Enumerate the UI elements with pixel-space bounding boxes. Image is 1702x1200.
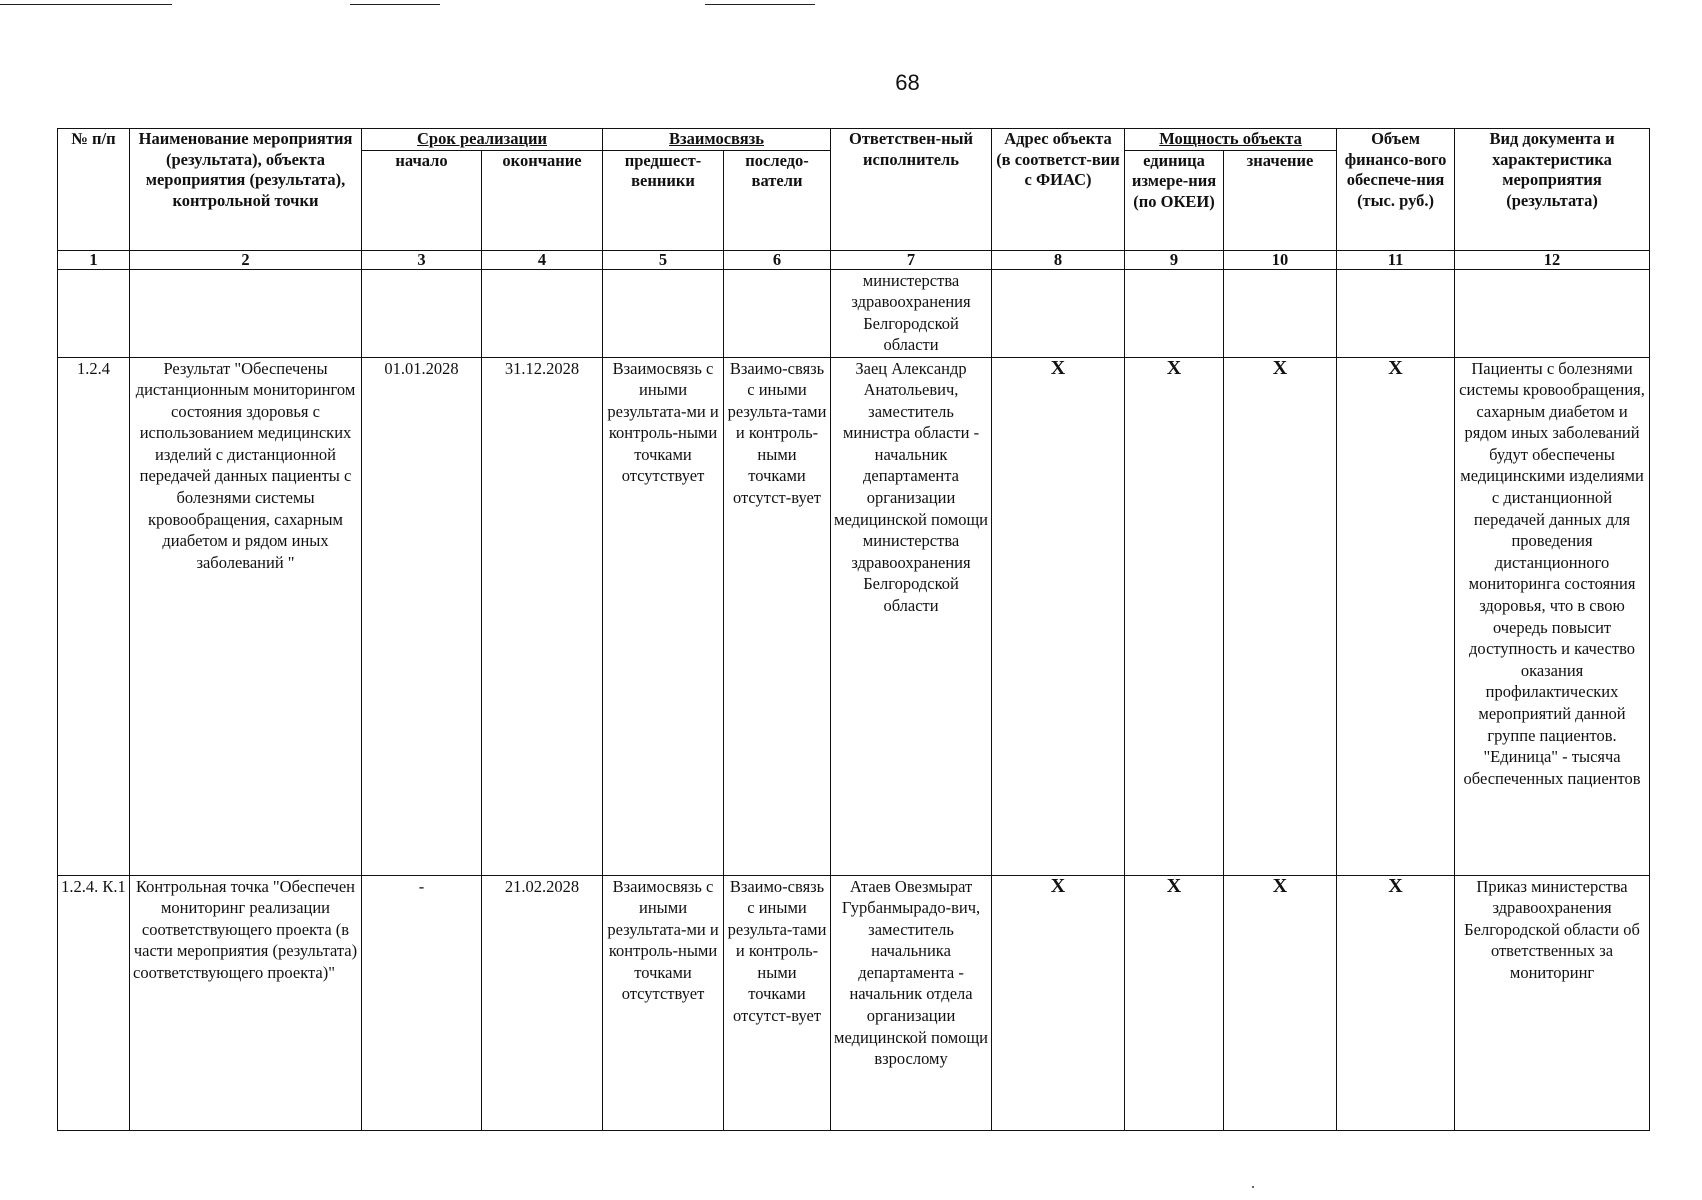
row-responsible: Заец Александр Анатольевич, заместитель министра области - начальник департамента организации медицинской помощи министерства здравоохранения Белгородской области <box>831 357 992 875</box>
column-number: 6 <box>724 250 831 269</box>
row-doc <box>1455 269 1650 357</box>
header-capacity-value: значение <box>1224 150 1337 250</box>
column-number: 3 <box>362 250 482 269</box>
row-unit: X <box>1125 357 1224 875</box>
column-number: 5 <box>603 250 724 269</box>
top-rule-left <box>0 4 172 5</box>
page-number: 68 <box>895 70 920 95</box>
row-address: X <box>992 357 1125 875</box>
column-number: 10 <box>1224 250 1337 269</box>
header-doc: Вид документа и характеристика мероприятия (результата) <box>1455 129 1650 251</box>
scan-speck <box>1252 1186 1254 1188</box>
row-responsible: Атаев Овезмырат Гурбанмырадо-вич, заместитель начальника департамента - начальник отдела организации медицинской помощи взрослому <box>831 875 992 1130</box>
row-pred: Взаимосвязь с иными результата-ми и контроль-ными точками отсутствует <box>603 357 724 875</box>
header-responsible: Ответствен-ный исполнитель <box>831 129 992 251</box>
column-number: 12 <box>1455 250 1650 269</box>
row-end <box>482 269 603 357</box>
table-row <box>58 875 1650 1130</box>
header-capacity-unit: единица измере-ния (по ОКЕИ) <box>1125 150 1224 250</box>
row-value: X <box>1224 875 1337 1130</box>
column-number: 11 <box>1337 250 1455 269</box>
header-no: № п/п <box>58 129 130 251</box>
row-start <box>362 269 482 357</box>
plan-table <box>57 128 1650 1131</box>
table-row <box>58 357 1650 875</box>
row-unit <box>1125 269 1224 357</box>
row-responsible: министерства здравоохранения Белгородской области <box>831 269 992 357</box>
header-row-1 <box>58 129 1650 151</box>
row-no: 1.2.4 <box>58 357 130 875</box>
header-finance: Объем финансо-вого обеспече-ния (тыс. руб.) <box>1337 129 1455 251</box>
row-unit: X <box>1125 875 1224 1130</box>
column-number: 9 <box>1125 250 1224 269</box>
row-name: Результат "Обеспечены дистанционным мониторингом состояния здоровья с использованием медицинских изделий с дистанционной передачей данных пациенты с болезнями системы кровообращения, сахарным диабетом и рядом иных заболеваний " <box>130 357 362 875</box>
row-value <box>1224 269 1337 357</box>
header-period: Срок реализации <box>362 129 603 151</box>
column-number: 7 <box>831 250 992 269</box>
header-capacity: Мощность объекта <box>1125 129 1337 151</box>
row-name <box>130 269 362 357</box>
column-number: 4 <box>482 250 603 269</box>
table-row <box>58 269 1650 357</box>
row-succ <box>724 269 831 357</box>
row-end: 21.02.2028 <box>482 875 603 1130</box>
row-end: 31.12.2028 <box>482 357 603 875</box>
top-rule-right <box>705 4 815 5</box>
header-period-start: начало <box>362 150 482 250</box>
row-pred <box>603 269 724 357</box>
row-address <box>992 269 1125 357</box>
row-pred: Взаимосвязь с иными результата-ми и контроль-ными точками отсутствует <box>603 875 724 1130</box>
row-succ: Взаимо-связь с иными результа-тами и контроль-ными точками отсутст-вует <box>724 875 831 1130</box>
row-value: X <box>1224 357 1337 875</box>
header-relation: Взаимосвязь <box>603 129 831 151</box>
row-finance <box>1337 269 1455 357</box>
column-number: 1 <box>58 250 130 269</box>
row-finance: X <box>1337 875 1455 1130</box>
row-doc: Приказ министерства здравоохранения Белгородской области об ответственных за мониторинг <box>1455 875 1650 1130</box>
row-no <box>58 269 130 357</box>
row-no: 1.2.4. К.1 <box>58 875 130 1130</box>
row-name: Контрольная точка "Обеспечен мониторинг реализации соответствующего проекта (в части мероприятия (результата) соответствующего проекта)" <box>130 875 362 1130</box>
header-address: Адрес объекта (в соответст-вии с ФИАС) <box>992 129 1125 251</box>
header-relation-pred: предшест-венники <box>603 150 724 250</box>
header-name: Наименование мероприятия (результата), объекта мероприятия (результата), контрольной точки <box>130 129 362 251</box>
header-relation-succ: последо-ватели <box>724 150 831 250</box>
row-succ: Взаимо-связь с иными результа-тами и контроль-ными точками отсутст-вует <box>724 357 831 875</box>
header-period-end: окончание <box>482 150 603 250</box>
column-number: 8 <box>992 250 1125 269</box>
row-finance: X <box>1337 357 1455 875</box>
row-address: X <box>992 875 1125 1130</box>
row-start: 01.01.2028 <box>362 357 482 875</box>
column-number: 2 <box>130 250 362 269</box>
column-number-row <box>58 250 1650 269</box>
row-doc: Пациенты с болезнями системы кровообращения, сахарным диабетом и рядом иных заболеваний будут обеспечены медицинскими изделиями с дистанционной передачей данных для проведения дистанционного мониторинга состояния здоровья, что в свою очередь повысит доступность и качество оказания профилактических мероприятий данной группе пациентов. "Единица" - тысяча обеспеченных пациентов <box>1455 357 1650 875</box>
top-rule-middle <box>350 4 440 5</box>
row-start: - <box>362 875 482 1130</box>
